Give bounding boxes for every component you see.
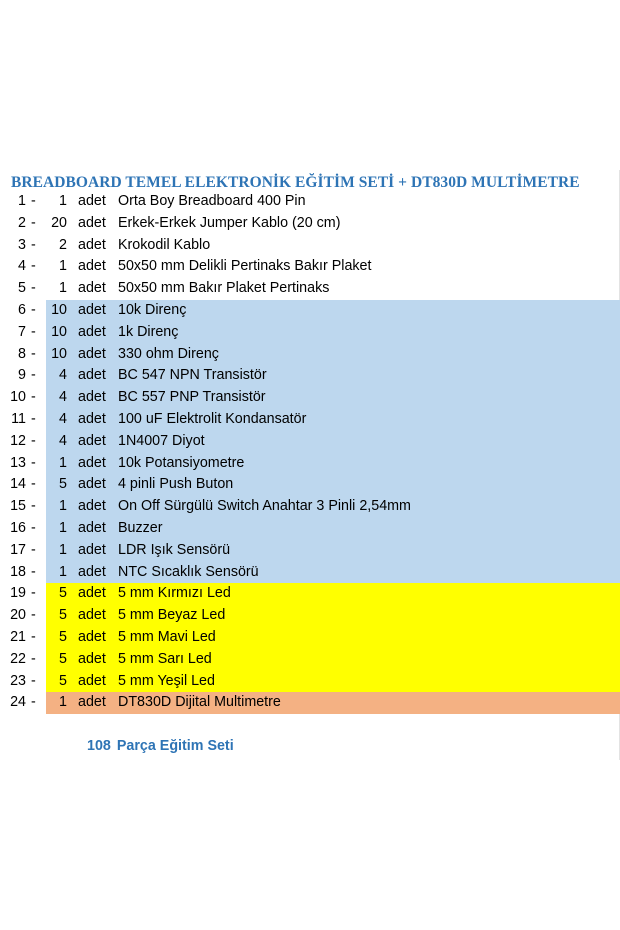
item-unit: adet	[78, 345, 106, 362]
item-number: 15	[10, 498, 26, 515]
item-description: Orta Boy Breadboard 400 Pin	[118, 193, 306, 209]
item-number: 12	[10, 432, 26, 449]
list-item	[0, 496, 620, 518]
list-item	[0, 518, 620, 540]
item-number: 7	[18, 323, 26, 340]
item-dash: -	[31, 541, 36, 558]
item-dash: -	[31, 410, 36, 427]
list-item	[0, 256, 620, 278]
item-description: LDR Işık Sensörü	[118, 541, 231, 558]
list-item	[0, 671, 620, 693]
item-description: Krokodil Kablo	[118, 236, 211, 253]
item-number: 9	[18, 367, 26, 384]
list-item	[0, 605, 620, 627]
item-dash: -	[31, 607, 36, 624]
item-unit: adet	[78, 214, 106, 231]
item-quantity: 1	[59, 258, 67, 275]
item-quantity: 2	[59, 236, 67, 253]
item-unit: adet	[78, 367, 106, 384]
item-quantity: 10	[51, 301, 67, 318]
item-dash: -	[31, 672, 36, 689]
list-item	[0, 300, 620, 322]
item-unit: adet	[78, 694, 106, 711]
item-dash: -	[31, 367, 36, 384]
parts-list-sheet	[0, 170, 620, 760]
item-number: 22	[10, 650, 26, 667]
item-description: 50x50 mm Bakır Plaket Pertinaks	[118, 280, 330, 297]
item-dash: -	[31, 323, 36, 340]
item-quantity: 1	[59, 280, 67, 297]
item-quantity: 1	[59, 454, 67, 471]
item-quantity: 1	[59, 694, 67, 711]
list-item	[0, 344, 620, 366]
item-unit: adet	[78, 607, 106, 624]
item-description: 1k Direnç	[118, 323, 179, 340]
list-item	[0, 431, 620, 453]
parts-list	[0, 191, 620, 714]
item-description: BC 547 NPN Transistör	[118, 367, 267, 384]
item-unit: adet	[78, 498, 106, 515]
item-quantity: 5	[59, 585, 67, 602]
item-unit: adet	[78, 258, 106, 275]
item-unit: adet	[78, 193, 106, 209]
item-number: 19	[10, 585, 26, 602]
item-dash: -	[31, 214, 36, 231]
item-dash: -	[31, 345, 36, 362]
item-dash: -	[31, 193, 36, 209]
item-quantity: 5	[59, 607, 67, 624]
item-description: DT830D Dijital Multimetre	[118, 694, 281, 711]
item-quantity: 5	[59, 650, 67, 667]
item-quantity: 1	[59, 541, 67, 558]
item-number: 10	[10, 389, 26, 406]
item-unit: adet	[78, 454, 106, 471]
item-unit: adet	[78, 410, 106, 427]
item-dash: -	[31, 650, 36, 667]
item-number: 3	[18, 236, 26, 253]
item-unit: adet	[78, 323, 106, 340]
item-number: 16	[10, 519, 26, 536]
item-quantity: 4	[59, 367, 67, 384]
item-quantity: 10	[51, 323, 67, 340]
item-quantity: 4	[59, 389, 67, 406]
item-number: 23	[10, 672, 26, 689]
item-dash: -	[31, 519, 36, 536]
item-description: 330 ohm Direnç	[118, 345, 219, 362]
item-number: 4	[18, 258, 26, 275]
list-item	[0, 409, 620, 431]
item-description: 1N4007 Diyot	[118, 432, 205, 449]
item-quantity: 1	[59, 563, 67, 580]
list-item	[0, 191, 620, 213]
item-unit: adet	[78, 280, 106, 297]
item-quantity: 4	[59, 432, 67, 449]
item-quantity: 4	[59, 410, 67, 427]
item-dash: -	[31, 389, 36, 406]
list-item	[0, 278, 620, 300]
item-dash: -	[31, 694, 36, 711]
item-description: BC 557 PNP Transistör	[118, 389, 266, 406]
item-dash: -	[31, 236, 36, 253]
item-dash: -	[31, 585, 36, 602]
item-unit: adet	[78, 389, 106, 406]
item-unit: adet	[78, 672, 106, 689]
list-item	[0, 365, 620, 387]
item-number: 17	[10, 541, 26, 558]
item-dash: -	[31, 476, 36, 493]
total-summary	[87, 738, 234, 754]
item-quantity: 1	[59, 193, 67, 209]
item-description: Erkek-Erkek Jumper Kablo (20 cm)	[118, 214, 341, 231]
item-dash: -	[31, 432, 36, 449]
item-description: 5 mm Yeşil Led	[118, 672, 215, 689]
item-unit: adet	[78, 541, 106, 558]
item-dash: -	[31, 280, 36, 297]
item-number: 24	[10, 694, 26, 711]
item-unit: adet	[78, 476, 106, 493]
list-item	[0, 453, 620, 475]
item-description: Buzzer	[118, 519, 163, 536]
item-quantity: 20	[51, 214, 67, 231]
item-number: 1	[18, 193, 26, 209]
item-quantity: 10	[51, 345, 67, 362]
item-description: 100 uF Elektrolit Kondansatör	[118, 410, 307, 427]
list-item	[0, 387, 620, 409]
page-title: BREADBOARD TEMEL ELEKTRONİK EĞİTİM SETİ + DT830D MULTİMETRE	[11, 174, 580, 191]
item-unit: adet	[78, 432, 106, 449]
item-dash: -	[31, 454, 36, 471]
item-dash: -	[31, 563, 36, 580]
item-number: 2	[18, 214, 26, 231]
item-quantity: 5	[59, 672, 67, 689]
item-description: NTC Sıcaklık Sensörü	[118, 563, 259, 580]
item-unit: adet	[78, 236, 106, 253]
item-number: 14	[10, 476, 26, 493]
item-description: 5 mm Kırmızı Led	[118, 585, 231, 602]
item-quantity: 5	[59, 476, 67, 493]
item-number: 21	[10, 628, 26, 645]
item-quantity: 5	[59, 628, 67, 645]
item-description: On Off Sürgülü Switch Anahtar 3 Pinli 2,54mm	[118, 498, 411, 515]
item-number: 18	[10, 563, 26, 580]
item-number: 11	[11, 410, 26, 427]
list-item	[0, 583, 620, 605]
item-quantity: 1	[59, 498, 67, 515]
list-item	[0, 692, 620, 714]
list-item	[0, 540, 620, 562]
item-unit: adet	[78, 650, 106, 667]
list-item	[0, 562, 620, 584]
item-dash: -	[31, 301, 36, 318]
item-number: 6	[18, 301, 26, 318]
item-description: 5 mm Sarı Led	[118, 650, 212, 667]
item-number: 8	[18, 345, 26, 362]
item-unit: adet	[78, 628, 106, 645]
item-number: 13	[10, 454, 26, 471]
item-dash: -	[31, 258, 36, 275]
list-item	[0, 649, 620, 671]
list-item	[0, 213, 620, 235]
item-description: 50x50 mm Delikli Pertinaks Bakır Plaket	[118, 258, 372, 275]
item-unit: adet	[78, 301, 106, 318]
item-description: 10k Potansiyometre	[118, 454, 245, 471]
item-description: 4 pinli Push Buton	[118, 476, 234, 493]
item-description: 10k Direnç	[118, 301, 187, 318]
item-unit: adet	[78, 585, 106, 602]
item-unit: adet	[78, 519, 106, 536]
item-description: 5 mm Mavi Led	[118, 628, 216, 645]
item-unit: adet	[78, 563, 106, 580]
total-quantity: 108	[87, 738, 111, 754]
item-dash: -	[31, 628, 36, 645]
total-label: Parça Eğitim Seti	[116, 738, 234, 754]
item-description: 5 mm Beyaz Led	[118, 607, 226, 624]
item-number: 5	[18, 280, 26, 297]
item-quantity: 1	[59, 519, 67, 536]
list-item	[0, 627, 620, 649]
list-item	[0, 474, 620, 496]
item-dash: -	[31, 498, 36, 515]
item-number: 20	[10, 607, 26, 624]
list-item	[0, 322, 620, 344]
list-item	[0, 235, 620, 257]
